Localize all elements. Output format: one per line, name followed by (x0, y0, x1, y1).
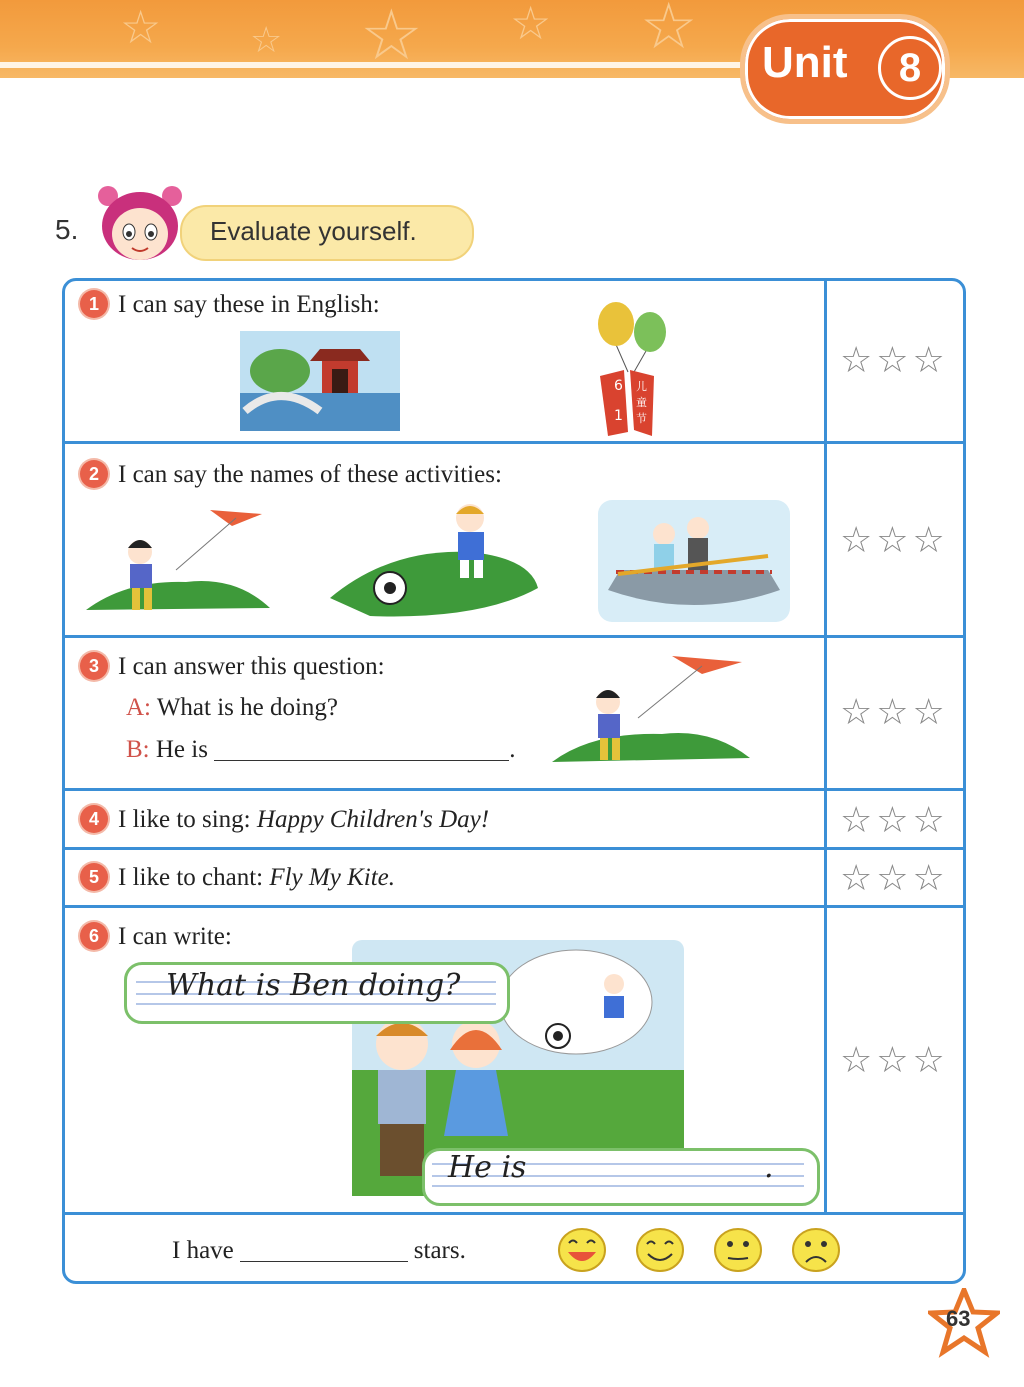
item-5 (80, 863, 395, 892)
item-prefix: I like to sing: (118, 806, 251, 833)
page-number: 63 (946, 1306, 971, 1331)
star-total-blank-field[interactable] (240, 1241, 408, 1262)
speaker-b-label: B: (126, 736, 150, 763)
handwritten-answer-period: . (764, 1150, 774, 1185)
answer-period: . (509, 736, 516, 763)
item-number-badge: 3 (80, 652, 108, 680)
item-text: I can answer this question: (118, 653, 385, 680)
item-number-badge: 1 (80, 290, 108, 318)
item-number-badge: 4 (80, 805, 108, 833)
children-rowing-boat-image (598, 500, 790, 622)
answer-line (126, 736, 515, 764)
item-prefix: I like to chant: (118, 864, 264, 891)
writing-answer-field[interactable] (530, 1160, 760, 1186)
boy-flying-kite-image (86, 500, 272, 618)
star-decoration-icon: ☆ (120, 0, 162, 54)
section-title: Evaluate yourself. (210, 216, 417, 246)
sign-char-2: 童 (636, 396, 647, 409)
item-text: I can say the names of these activities: (118, 461, 502, 488)
stars-column-divider (824, 278, 827, 1214)
star-total-prefix: I have (172, 1237, 234, 1264)
song-title: Happy Children's Day! (256, 806, 490, 833)
item-2 (80, 460, 502, 489)
balloons-childrens-day-image (594, 300, 674, 438)
pavilion-scene-image (240, 331, 400, 431)
star-total-line (172, 1237, 466, 1265)
section-number: 5. (55, 214, 79, 245)
smiling-face-icon[interactable] (634, 1226, 686, 1274)
sign-digit-1: 1 (614, 408, 623, 424)
row-divider (62, 905, 966, 908)
item-number-badge: 6 (80, 922, 108, 950)
mascot-icon (92, 182, 188, 266)
star-rating-6[interactable]: ☆☆☆ (840, 1040, 949, 1081)
row-divider (62, 1212, 966, 1215)
item-1 (80, 290, 380, 319)
question-line (126, 694, 338, 722)
star-rating-5[interactable]: ☆☆☆ (840, 858, 949, 899)
star-rating-2[interactable]: ☆☆☆ (840, 520, 949, 561)
sign-char-1: 儿 (636, 380, 647, 393)
item-text: I can write: (118, 923, 232, 950)
item-text: I can say these in English: (118, 291, 380, 318)
row-divider (62, 635, 966, 638)
boy-playing-football-image (330, 498, 540, 618)
star-decoration-icon: ☆ (640, 0, 698, 64)
item-4 (80, 805, 489, 834)
answer-prefix: He is (155, 736, 208, 763)
item-number-badge: 2 (80, 460, 108, 488)
sad-face-icon[interactable] (790, 1226, 842, 1274)
item-6 (80, 922, 232, 951)
laughing-face-icon[interactable] (556, 1226, 608, 1274)
star-rating-1[interactable]: ☆☆☆ (840, 340, 949, 381)
boy-flying-kite-image (552, 648, 752, 772)
row-divider (62, 788, 966, 791)
sign-digit-6: 6 (614, 378, 623, 394)
speaker-a-label: A: (126, 694, 151, 721)
unit-number: 8 (878, 36, 942, 100)
star-decoration-icon: ☆ (360, 0, 423, 76)
question-text: What is he doing? (156, 694, 339, 721)
star-decoration-icon: ☆ (250, 20, 283, 61)
item-3 (80, 652, 385, 681)
row-divider (62, 441, 966, 444)
star-total-suffix: stars. (413, 1237, 466, 1264)
sign-char-3: 节 (636, 412, 647, 425)
star-rating-3[interactable]: ☆☆☆ (840, 692, 949, 733)
unit-label: Unit (762, 38, 848, 87)
star-rating-4[interactable]: ☆☆☆ (840, 800, 949, 841)
neutral-face-icon[interactable] (712, 1226, 764, 1274)
row-divider (62, 847, 966, 850)
handwritten-answer-prefix: He is (448, 1150, 527, 1185)
answer-blank-field[interactable] (214, 740, 509, 761)
star-decoration-icon: ☆ (510, 0, 552, 50)
item-number-badge: 5 (80, 863, 108, 891)
chant-title: Fly My Kite. (269, 864, 395, 891)
handwritten-question: What is Ben doing? (166, 968, 461, 1003)
